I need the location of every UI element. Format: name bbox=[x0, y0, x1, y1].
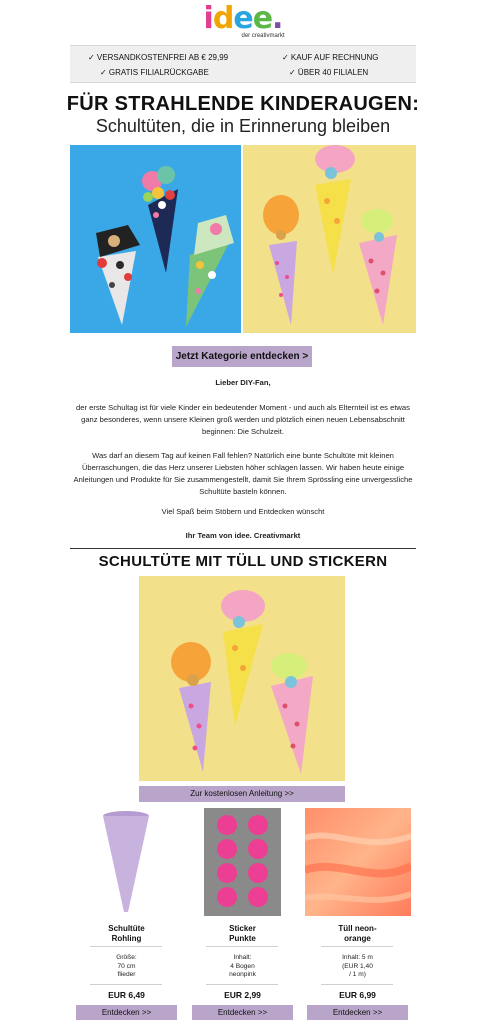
dot-stickers-icon bbox=[192, 808, 293, 916]
product-image-stickers[interactable] bbox=[192, 808, 293, 916]
product-info bbox=[192, 954, 293, 980]
product-name-line: Tüll neon- bbox=[338, 924, 377, 933]
school-cones-yellow-illustration bbox=[243, 145, 416, 333]
product-name bbox=[307, 924, 408, 944]
product-image-cone-blank[interactable] bbox=[76, 808, 177, 916]
hero-image-blue[interactable] bbox=[70, 145, 241, 333]
orange-tulle-icon bbox=[305, 808, 411, 916]
intro-paragraph: der erste Schultag ist für viele Kinder ein bedeutender Moment - und auch als Elternteil ist es etwas ganz besonderes, wenn unsere Kleinen groß werden und plötzlich einen neuen Lebensabschnitt beginnen: Die Schulzeit. bbox=[76, 403, 410, 436]
product-price: EUR 6,49 bbox=[108, 990, 145, 1000]
product-name-line: Punkte bbox=[229, 934, 256, 943]
product-divider bbox=[321, 946, 393, 947]
product-info-line: / 1 m) bbox=[349, 971, 366, 978]
product-divider bbox=[206, 946, 278, 947]
usp-item: ✓ ÜBER 40 FILIALEN bbox=[289, 68, 369, 77]
product-name-line: Rohling bbox=[111, 934, 142, 943]
product-info-line: Größe: bbox=[116, 954, 137, 961]
school-cones-blue-illustration bbox=[70, 145, 241, 333]
logo-letter: e bbox=[233, 1, 253, 36]
cone-blank-icon bbox=[76, 808, 177, 916]
logo-letter: i bbox=[203, 1, 213, 36]
product-divider bbox=[90, 946, 162, 947]
product-discover-button[interactable]: Entdecken >> bbox=[76, 1005, 177, 1020]
product-name-line: orange bbox=[344, 934, 371, 943]
product-info-line: neonpink bbox=[229, 971, 256, 978]
product-divider bbox=[321, 984, 393, 985]
product-name-line: Sticker bbox=[229, 924, 256, 933]
free-guide-button[interactable]: Zur kostenlosen Anleitung >> bbox=[139, 786, 345, 802]
product-name bbox=[76, 924, 177, 944]
section-title: SCHULTÜTE MIT TÜLL UND STICKERN bbox=[98, 553, 388, 570]
product-name bbox=[192, 924, 293, 944]
product-discover-button[interactable]: Entdecken >> bbox=[192, 1005, 293, 1020]
usp-item: ✓ GRATIS FILIALRÜCKGABE bbox=[100, 68, 209, 77]
discover-category-button[interactable]: Jetzt Kategorie entdecken > bbox=[172, 346, 312, 367]
usp-item: ✓ KAUF AUF RECHNUNG bbox=[282, 53, 379, 62]
product-price: EUR 6,99 bbox=[339, 990, 376, 1000]
logo-letter: . bbox=[272, 1, 283, 36]
headline-subtitle: Schultüten, die in Erinnerung bleiben bbox=[95, 116, 391, 136]
product-image-tulle[interactable] bbox=[305, 808, 411, 916]
product-info-line: (EUR 1,40 bbox=[342, 962, 373, 970]
signature: Ihr Team von idee. Creativmarkt bbox=[185, 531, 301, 540]
greeting: Lieber DIY-Fan, bbox=[215, 378, 271, 387]
product-info-line: 4 Bogen bbox=[230, 962, 255, 970]
product-discover-button[interactable]: Entdecken >> bbox=[307, 1005, 408, 1020]
logo-letter: e bbox=[252, 1, 273, 36]
logo-tagline: der creativmarkt bbox=[241, 33, 285, 39]
product-info-line: Inhalt: 5 m bbox=[342, 954, 373, 961]
usp-item: ✓ VERSANDKOSTENFREI AB € 29,99 bbox=[88, 53, 229, 62]
closing-paragraph: Viel Spaß beim Stöbern und Entdecken wünscht bbox=[161, 507, 325, 516]
logo-letter: d bbox=[212, 1, 234, 36]
section-divider bbox=[70, 548, 416, 549]
product-info-line: Inhalt: bbox=[233, 954, 252, 961]
body-paragraph: Was darf an diesem Tag auf keinen Fall fehlen? Natürlich eine bunte Schultüte mit kleinen Überraschungen, die das Herz unserer Liebsten höher schlagen lassen. Wir haben heute einige Anleitungen und Produkte für Sie zusammengestellt, damit Sie Ihrem Sprössling eine unvergessliche Schultüte basteln können. bbox=[73, 451, 413, 496]
product-divider bbox=[90, 984, 162, 985]
brand-logo[interactable] bbox=[0, 1, 486, 39]
tulle-cones-illustration bbox=[139, 576, 345, 781]
product-divider bbox=[206, 984, 278, 985]
hero-image-yellow[interactable] bbox=[243, 145, 416, 333]
tulle-cones-image[interactable] bbox=[139, 576, 345, 781]
product-info-line: flieder bbox=[117, 971, 136, 978]
headline-title: FÜR STRAHLENDE KINDERAUGEN: bbox=[66, 93, 420, 115]
product-name-line: Schultüte bbox=[108, 924, 145, 933]
product-price: EUR 2,99 bbox=[224, 990, 261, 1000]
product-info bbox=[76, 954, 177, 980]
logo-wordmark bbox=[203, 1, 283, 36]
product-info-line: 70 cm bbox=[117, 962, 136, 970]
product-info bbox=[307, 954, 408, 980]
usp-bar bbox=[70, 45, 416, 83]
